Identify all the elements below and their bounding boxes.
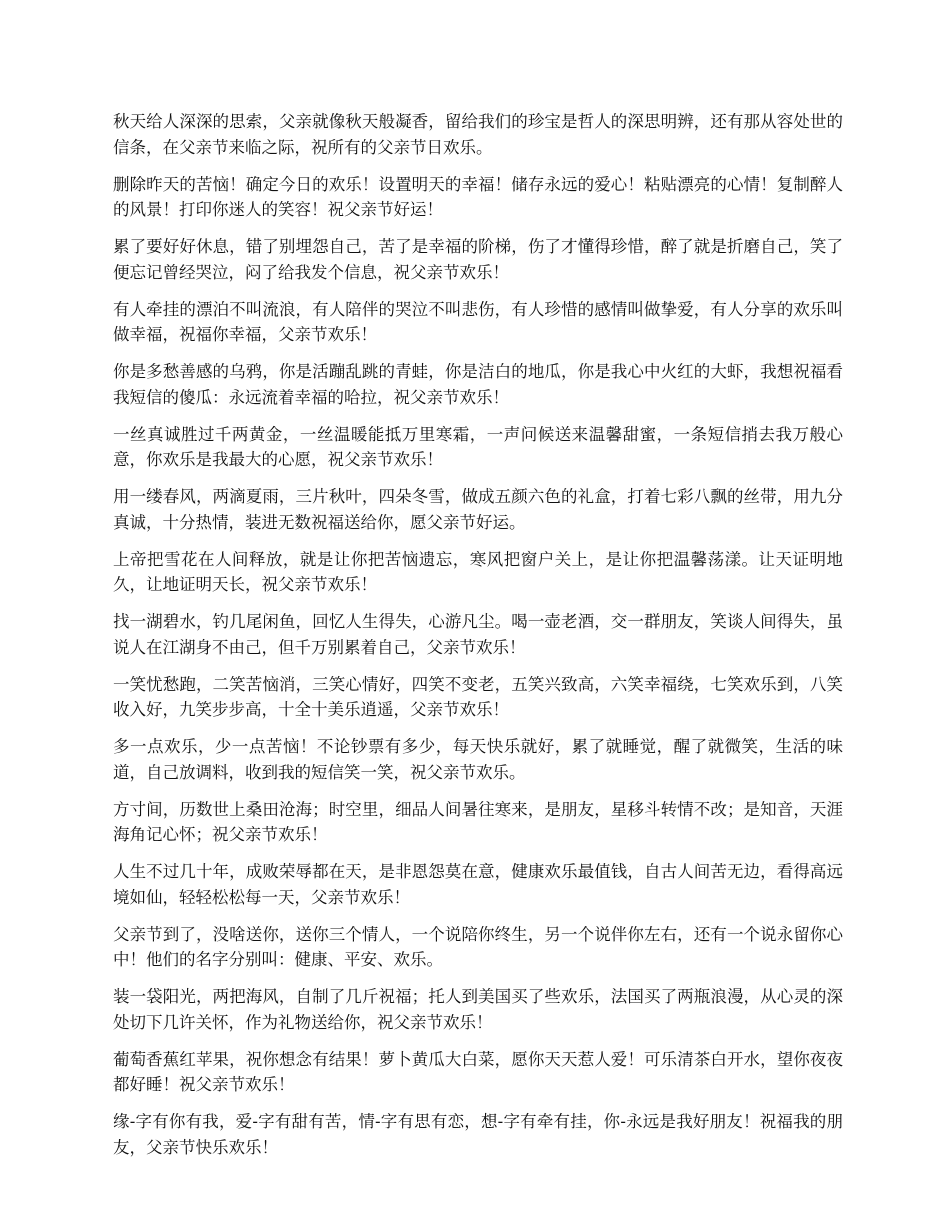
paragraph-12: 方寸间，历数世上桑田沧海；时空里，细品人间暑往寒来，是朋友，星移斗转情不改；是知音，天涯海角记心怀；祝父亲节欢乐！ bbox=[113, 799, 843, 844]
paragraph-7: 用一缕春风，两滴夏雨，三片秋叶，四朵冬雪，做成五颜六色的礼盒，打着七彩八飘的丝带，用九分真诚，十分热情，装进无数祝福送给你，愿父亲节好运。 bbox=[113, 487, 843, 532]
paragraph-3: 累了要好好休息，错了别埋怨自己，苦了是幸福的阶梯，伤了才懂得珍惜，醉了就是折磨自己，笑了便忘记曾经哭泣，闷了给我发个信息，祝父亲节欢乐！ bbox=[113, 237, 843, 282]
paragraph-14: 父亲节到了，没啥送你，送你三个情人，一个说陪你终生，另一个说伴你左右，还有一个说永留你心中！他们的名字分别叫：健康、平安、欢乐。 bbox=[113, 924, 843, 969]
paragraph-4: 有人牵挂的漂泊不叫流浪，有人陪伴的哭泣不叫悲伤，有人珍惜的感情叫做挚爱，有人分享的欢乐叫做幸福，祝福你幸福，父亲节欢乐！ bbox=[113, 299, 843, 344]
paragraph-13: 人生不过几十年，成败荣辱都在天，是非恩怨莫在意，健康欢乐最值钱，自古人间苦无边，看得高远境如仙，轻轻松松每一天，父亲节欢乐！ bbox=[113, 862, 843, 907]
paragraph-6: 一丝真诚胜过千两黄金，一丝温暖能抵万里寒霜，一声问候送来温馨甜蜜，一条短信捎去我万般心意，你欢乐是我最大的心愿，祝父亲节欢乐！ bbox=[113, 424, 843, 469]
document-body bbox=[113, 109, 843, 1172]
paragraph-10: 一笑忧愁跑，二笑苦恼消，三笑心情好，四笑不变老，五笑兴致高，六笑幸福绕，七笑欢乐到，八笑收入好，九笑步步高，十全十美乐逍遥，父亲节欢乐！ bbox=[113, 674, 843, 719]
paragraph-11: 多一点欢乐，少一点苦恼！不论钞票有多少，每天快乐就好，累了就睡觉，醒了就微笑，生活的味道，自己放调料，收到我的短信笑一笑，祝父亲节欢乐。 bbox=[113, 737, 843, 782]
paragraph-1: 秋天给人深深的思索，父亲就像秋天般凝香，留给我们的珍宝是哲人的深思明辨，还有那从容处世的信条，在父亲节来临之际，祝所有的父亲节日欢乐。 bbox=[113, 112, 843, 157]
paragraph-5: 你是多愁善感的乌鸦，你是活蹦乱跳的青蛙，你是洁白的地瓜，你是我心中火红的大虾，我想祝福看我短信的傻瓜：永远流着幸福的哈拉，祝父亲节欢乐！ bbox=[113, 362, 843, 407]
paragraph-16: 葡萄香蕉红苹果，祝你想念有结果！萝卜黄瓜大白菜，愿你天天惹人爱！可乐清茶白开水，望你夜夜都好睡！祝父亲节欢乐！ bbox=[113, 1049, 843, 1094]
paragraph-17: 缘-字有你有我，爱-字有甜有苦，情-字有思有恋，想-字有牵有挂，你-永远是我好朋友！祝福我的朋友，父亲节快乐欢乐！ bbox=[113, 1112, 843, 1157]
paragraph-15: 装一袋阳光，两把海风，自制了几斤祝福；托人到美国买了些欢乐，法国买了两瓶浪漫，从心灵的深处切下几许关怀，作为礼物送给你，祝父亲节欢乐！ bbox=[113, 987, 843, 1032]
paragraph-8: 上帝把雪花在人间释放，就是让你把苦恼遗忘，寒风把窗户关上，是让你把温馨荡漾。让天证明地久，让地证明天长，祝父亲节欢乐！ bbox=[113, 549, 843, 594]
paragraph-9: 找一湖碧水，钓几尾闲鱼，回忆人生得失，心游凡尘。喝一壶老酒，交一群朋友，笑谈人间得失，虽说人在江湖身不由己，但千万别累着自己，父亲节欢乐！ bbox=[113, 612, 843, 657]
paragraph-2: 删除昨天的苦恼！确定今日的欢乐！设置明天的幸福！储存永远的爱心！粘贴漂亮的心情！复制醉人的风景！打印你迷人的笑容！祝父亲节好运！ bbox=[113, 174, 843, 219]
